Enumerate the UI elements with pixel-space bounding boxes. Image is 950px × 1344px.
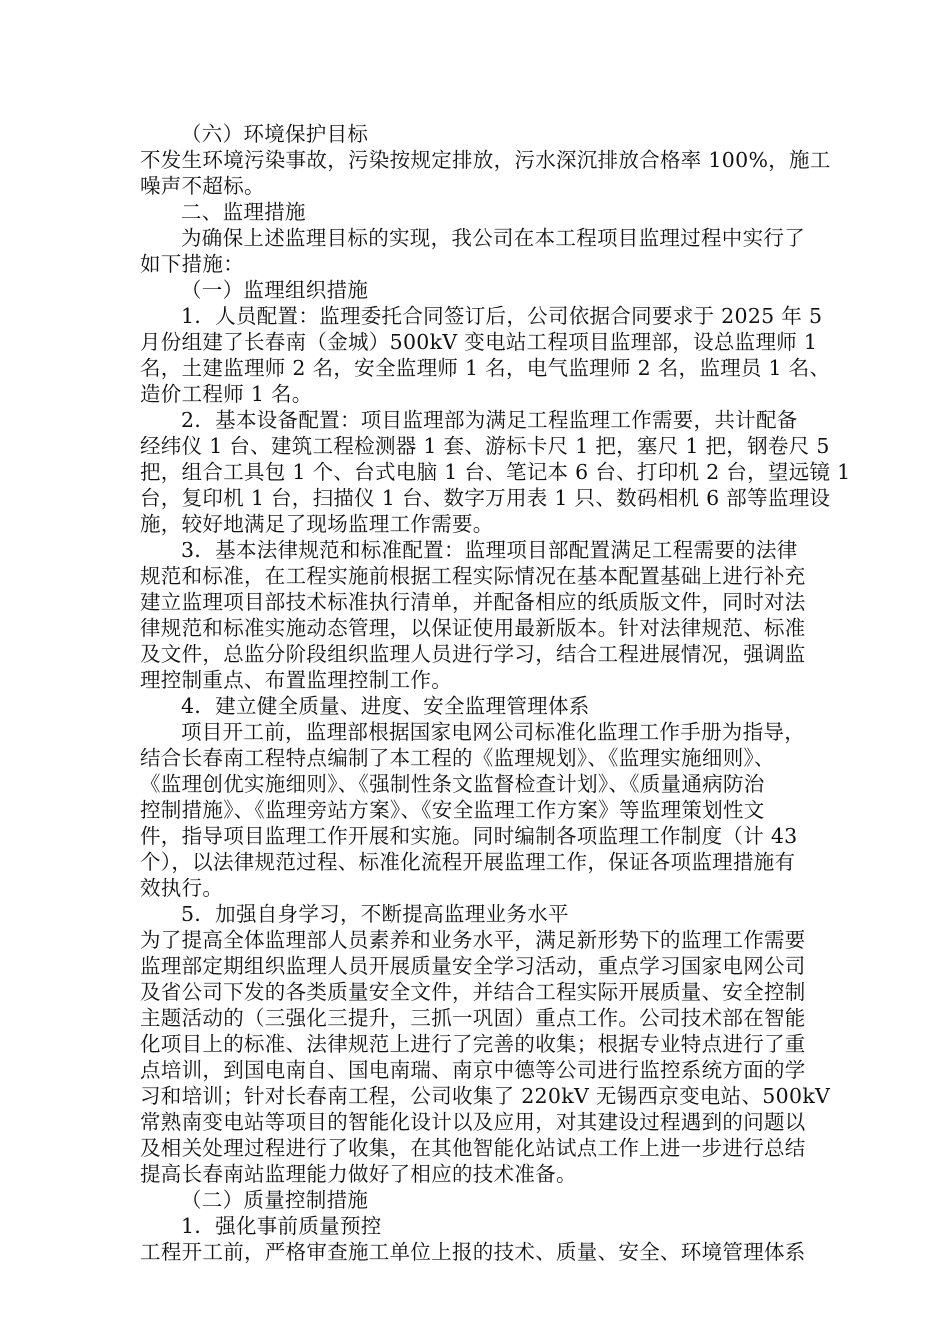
paragraph-line: 提高长春南站监理能力做好了相应的技术准备。: [140, 1162, 577, 1186]
paragraph-line: 控制措施》、《监理旁站方案》、《安全监理工作方案》等监理策划性文: [140, 798, 765, 822]
paragraph-line: 监理部定期组织监理人员开展质量安全学习活动，重点学习国家电网公司: [140, 954, 806, 978]
paragraph-line: 效执行。: [140, 876, 224, 900]
paragraph-line: 工程开工前，严格审查施工单位上报的技术、质量、安全、环境管理体系: [140, 1240, 806, 1264]
paragraph-line: 造价工程师 1 名。: [140, 382, 313, 406]
paragraph-line: 噪声不超标。: [140, 174, 265, 198]
paragraph-line: 不发生环境污染事故，污染按规定排放，污水深沉排放合格率 100%，施工: [140, 148, 831, 172]
subheading-pre-control: 1．强化事前质量预控: [181, 1214, 382, 1238]
section-heading-quality-control: （二）质量控制措施: [181, 1188, 369, 1212]
paragraph-line: 如下措施：: [140, 252, 244, 276]
paragraph-line: 常熟南变电站等项目的智能化设计以及应用，对其建设过程遇到的问题以: [140, 1110, 806, 1134]
paragraph-line: 理控制重点、布置监理控制工作。: [140, 668, 452, 692]
paragraph-line: 3．基本法律规范和标准配置：监理项目部配置满足工程需要的法律: [181, 538, 798, 562]
section-heading-organization: （一）监理组织措施: [181, 278, 369, 302]
paragraph-line: 月份组建了长春南（金城）500kV 变电站工程项目监理部，设总监理师 1: [140, 330, 818, 354]
paragraph-line: 《监理创优实施细则》、《强制性条文监督检查计划》、《质量通病防治: [140, 772, 765, 796]
paragraph-line: 2．基本设备配置：项目监理部为满足工程监理工作需要，共计配备: [181, 408, 798, 432]
paragraph-line: 规范和标准，在工程实施前根据工程实际情况在基本配置基础上进行补充: [140, 564, 806, 588]
paragraph-line: 台，复印机 1 台，扫描仪 1 台、数字万用表 1 只、数码相机 6 部等监理设: [140, 486, 831, 510]
paragraph-line: 个），以法律规范过程、标准化流程开展监理工作，保证各项监理措施有: [140, 850, 796, 874]
paragraph-line: 化项目上的标准、法律规范上进行了完善的收集；根据专业特点进行了重: [140, 1032, 806, 1056]
subheading-self-learning: 5．加强自身学习，不断提高监理业务水平: [181, 902, 569, 926]
paragraph-line: 律规范和标准实施动态管理，以保证使用最新版本。针对法律规范、标准: [140, 616, 806, 640]
subheading-management-system: 4．建立健全质量、进度、安全监理管理体系: [181, 694, 590, 718]
paragraph-line: 及省公司下发的各类质量安全文件，并结合工程实际开展质量、安全控制: [140, 980, 806, 1004]
paragraph-line: 点培训，到国电南自、国电南瑞、南京中德等公司进行监控系统方面的学: [140, 1058, 806, 1082]
paragraph-line: 为确保上述监理目标的实现，我公司在本工程项目监理过程中实行了: [181, 226, 805, 250]
section-heading-env-protection: （六）环境保护目标: [181, 122, 369, 146]
paragraph-line: 施，较好地满足了现场监理工作需要。: [140, 512, 494, 536]
paragraph-line: 项目开工前，监理部根据国家电网公司标准化监理工作手册为指导，: [181, 720, 805, 744]
paragraph-line: 为了提高全体监理部人员素养和业务水平，满足新形势下的监理工作需要: [140, 928, 806, 952]
paragraph-line: 及相关处理过程进行了收集，在其他智能化站试点工作上进一步进行总结: [140, 1136, 806, 1160]
paragraph-line: 建立监理项目部技术标准执行清单，并配备相应的纸质版文件，同时对法: [140, 590, 806, 614]
paragraph-line: 习和培训；针对长春南工程，公司收集了 220kV 无锡西京变电站、500kV: [140, 1084, 831, 1108]
paragraph-line: 经纬仪 1 台、建筑工程检测器 1 套、游标卡尺 1 把，塞尺 1 把，钢卷尺 5: [140, 434, 830, 458]
section-heading-measures: 二、监理措施: [181, 200, 306, 224]
paragraph-line: 及文件，总监分阶段组织监理人员进行学习，结合工程进展情况，强调监: [140, 642, 806, 666]
paragraph-line: 主题活动的（三强化三提升，三抓一巩固）重点工作。公司技术部在智能: [140, 1006, 806, 1030]
paragraph-line: 名，土建监理师 2 名，安全监理师 1 名，电气监理师 2 名，监理员 1 名、: [140, 356, 831, 380]
paragraph-line: 件，指导项目监理工作开展和实施。同时编制各项监理工作制度（计 43: [140, 824, 798, 848]
paragraph-line: 1．人员配置：监理委托合同签订后，公司依据合同要求于 2025 年 5: [181, 304, 823, 328]
paragraph-line: 结合长春南工程特点编制了本工程的《监理规划》、《监理实施细则》、: [140, 746, 775, 770]
paragraph-line: 把，组合工具包 1 个、台式电脑 1 台、笔记本 6 台、打印机 2 台，望远镜 1: [140, 460, 851, 484]
